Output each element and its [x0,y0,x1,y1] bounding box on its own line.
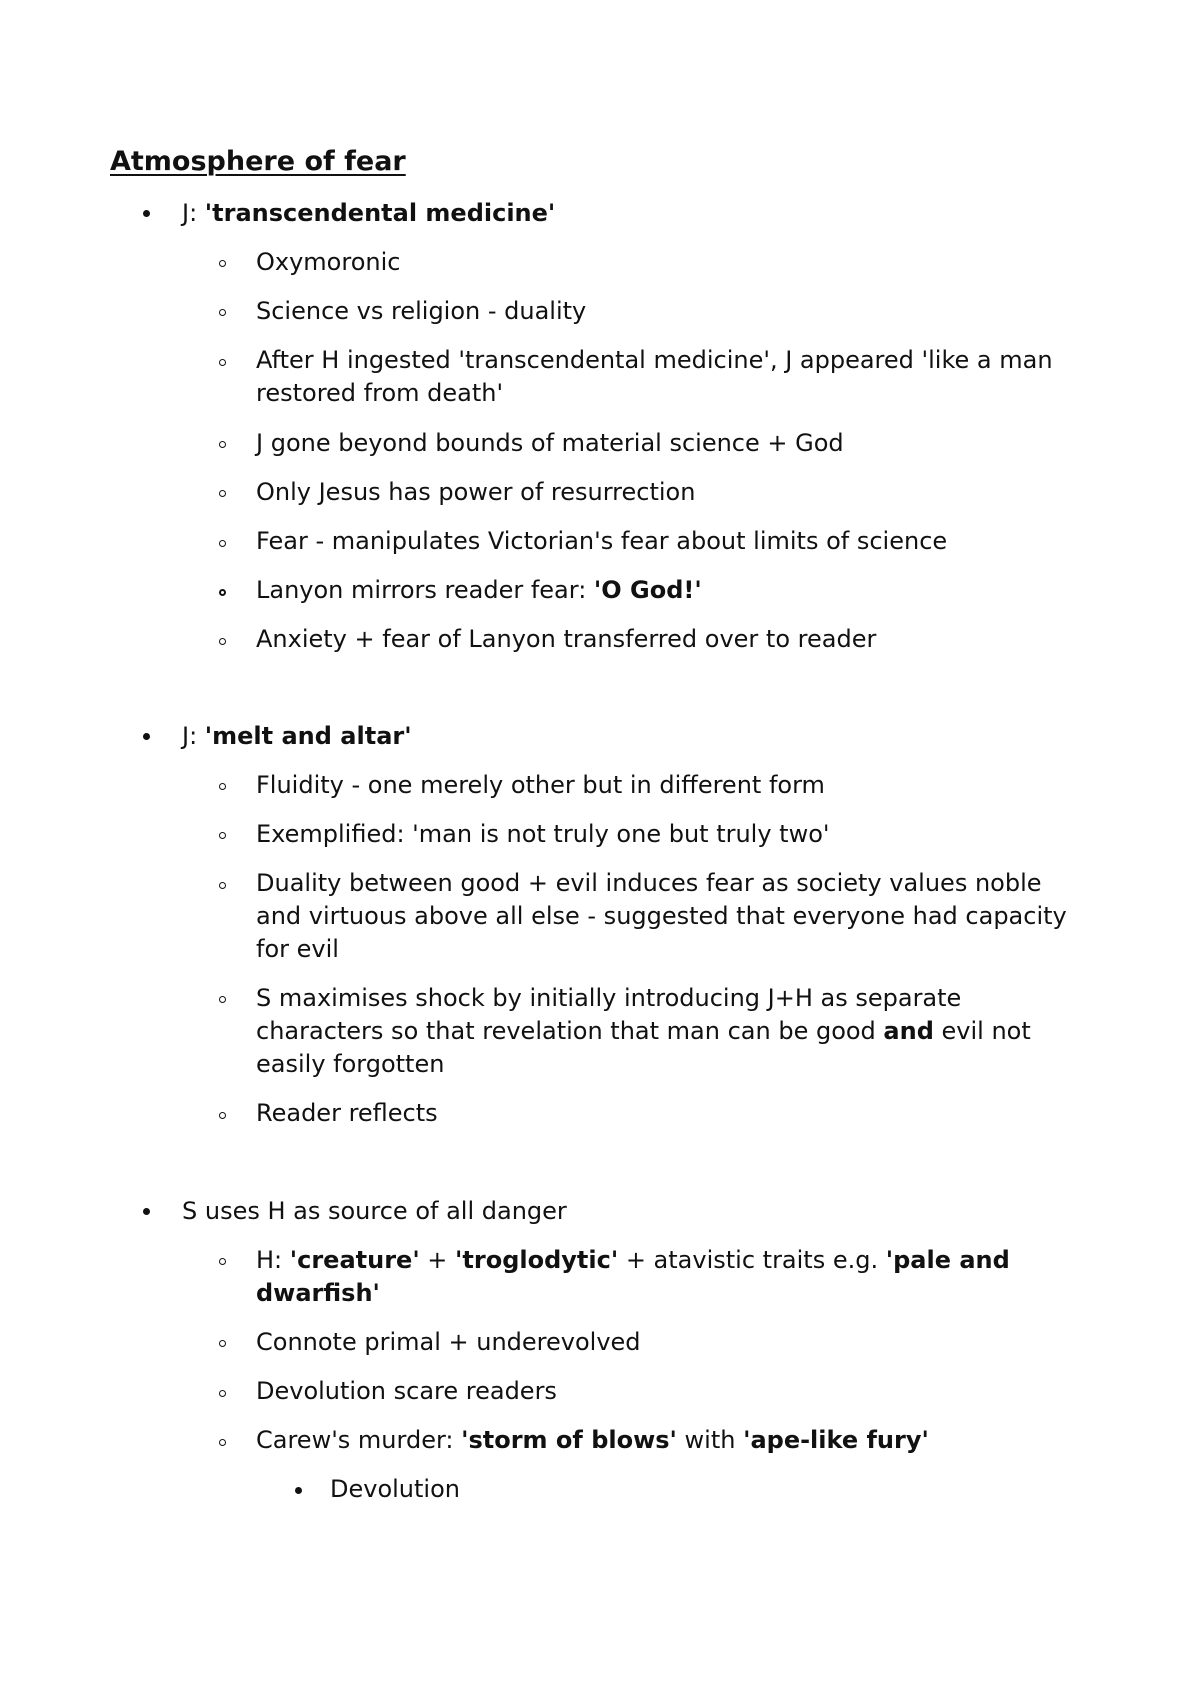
list-item: J gone beyond bounds of material science + God [256,429,844,457]
hollow-bullet-icon [219,359,226,366]
hollow-bullet-icon [219,832,226,839]
hollow-bullet-icon [219,638,226,645]
hollow-bullet-icon [219,1340,226,1347]
list-item-continuation [256,1277,380,1310]
list-item [182,720,412,753]
hollow-bullet-icon [219,309,226,316]
list-item: Exemplified: 'man is not truly one but truly two' [256,820,830,848]
list-item-continuation: and virtuous above all else - suggested that everyone had capacity [256,902,1067,930]
list-item-continuation: for evil [256,935,339,963]
list-item: Oxymoronic [256,248,401,276]
item-text-bold: 'storm of blows' [461,1426,677,1454]
list-item [256,1244,1010,1277]
list-item: Devolution [330,1475,460,1503]
item-text-bold: 'O God!' [593,576,702,604]
list-item [182,197,555,230]
item-text-bold: 'troglodytic' [455,1246,619,1274]
bullet-icon [143,1208,150,1215]
bullet-icon [143,733,150,740]
hollow-bullet-icon [219,441,226,448]
list-item: Devolution scare readers [256,1377,557,1405]
hollow-bullet-icon [219,1112,226,1119]
item-text-bold: 'creature' [289,1246,420,1274]
list-item: Fear - manipulates Victorian's fear about limits of science [256,527,948,555]
item-text-bold: 'pale and [885,1246,1010,1274]
item-text: J: [182,199,205,227]
item-text: Carew's murder: [256,1426,462,1454]
item-text-bold: 'transcendental medicine' [204,199,556,227]
list-item-continuation: restored from death' [256,379,504,407]
bullet-icon [295,1487,302,1494]
item-text: with [676,1426,744,1454]
list-item: Fluidity - one merely other but in different form [256,771,825,799]
hollow-bullet-icon [219,783,226,790]
list-item: Connote primal + underevolved [256,1328,641,1356]
page-title: Atmosphere of fear [110,146,406,177]
hollow-bullet-icon [219,490,226,497]
hollow-bullet-icon [219,996,226,1003]
list-item: S uses H as source of all danger [182,1197,567,1225]
hollow-bullet-icon [219,1439,226,1446]
hollow-bullet-icon [219,260,226,267]
list-item [256,1424,929,1457]
item-text: H: [256,1246,290,1274]
list-item: After H ingested 'transcendental medicine', J appeared 'like a man [256,346,1053,374]
hollow-bullet-icon [219,882,226,889]
list-item: Only Jesus has power of resurrection [256,478,696,506]
item-text-bold: 'melt and altar' [204,722,412,750]
list-item: Reader reflects [256,1099,438,1127]
item-text: characters so that revelation that man can be good [256,1017,884,1045]
list-item: Science vs religion - duality [256,297,587,325]
list-item-continuation [256,1015,1031,1048]
item-text: + [419,1246,456,1274]
hollow-bullet-icon [219,589,226,596]
item-text-bold: and [883,1017,934,1045]
item-text: J: [182,722,205,750]
item-text-bold: 'ape-like fury' [743,1426,929,1454]
bullet-icon [143,210,150,217]
list-item: S maximises shock by initially introducing J+H as separate [256,984,962,1012]
list-item-continuation: easily forgotten [256,1050,445,1078]
list-item: Duality between good + evil induces fear as society values noble [256,869,1042,897]
item-text-bold: dwarfish' [256,1279,380,1307]
list-item [256,574,702,607]
hollow-bullet-icon [219,1390,226,1397]
item-text: evil not [933,1017,1031,1045]
item-text: + atavistic traits e.g. [618,1246,886,1274]
hollow-bullet-icon [219,1258,226,1265]
item-text: Lanyon mirrors reader fear: [256,576,594,604]
list-item: Anxiety + fear of Lanyon transferred over to reader [256,625,877,653]
hollow-bullet-icon [219,540,226,547]
